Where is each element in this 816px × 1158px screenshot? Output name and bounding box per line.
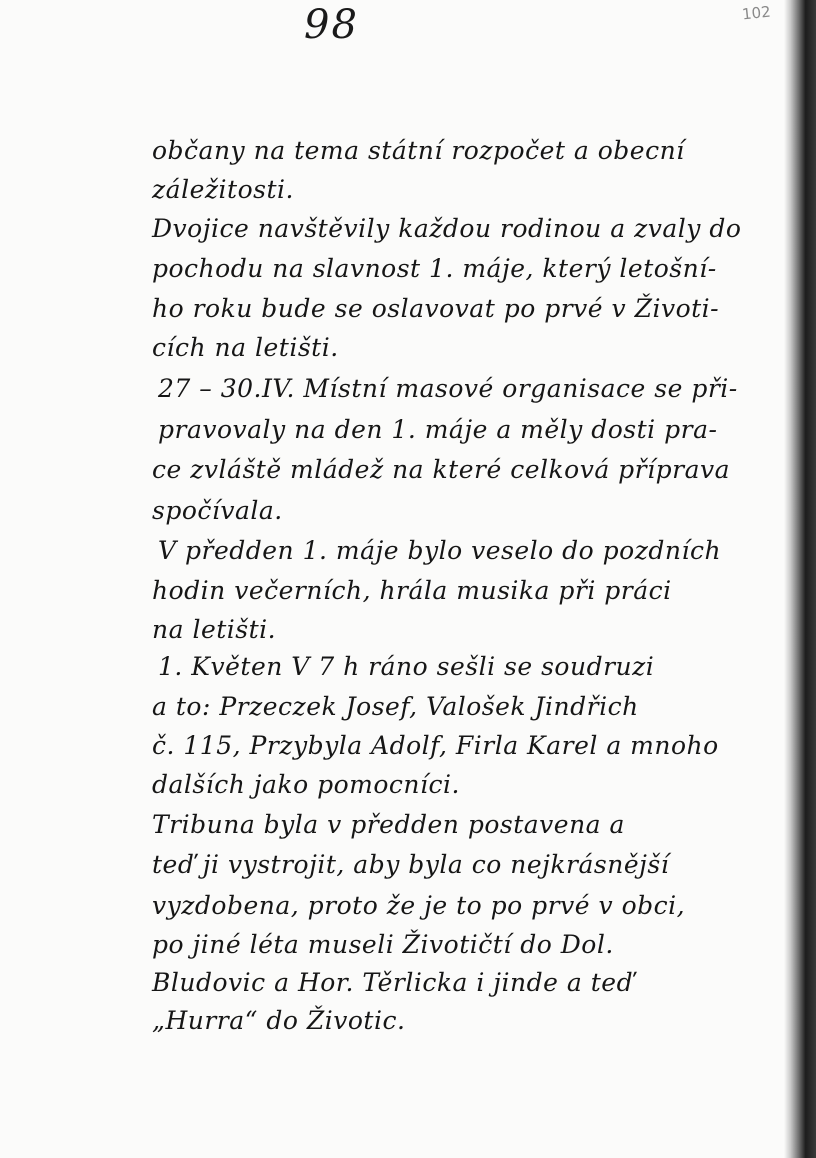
text-line: pochodu na slavnost 1. máje, který letošní- xyxy=(152,254,717,283)
text-line: na letišti. xyxy=(152,615,277,644)
text-line: ho roku bude se oslavovat po prvé v Životi- xyxy=(152,294,720,323)
text-line: Dvojice navštěvily každou rodinou a zvaly do xyxy=(152,214,742,243)
text-line: cích na letišti. xyxy=(152,333,339,362)
page-number: 98 xyxy=(304,2,359,48)
text-line: hodin večerních, hrála musika při práci xyxy=(152,576,672,605)
text-line: pravovaly na den 1. máje a měly dosti pra- xyxy=(158,415,718,444)
text-line: 27 – 30.IV. Místní masové organisace se při- xyxy=(158,374,738,403)
text-line: ce zvláště mládež na které celková příprava xyxy=(152,455,731,484)
text-line: záležitosti. xyxy=(152,175,294,204)
text-line: spočívala. xyxy=(152,496,283,525)
book-binding xyxy=(790,0,816,1158)
text-line: 1. Květen V 7 h ráno sešli se soudruzi xyxy=(158,652,655,681)
text-line: č. 115, Przybyla Adolf, Firla Karel a mnoho xyxy=(152,731,719,760)
text-line: V předden 1. máje bylo veselo do pozdních xyxy=(158,536,722,565)
text-line: „Hurra“ do Životic. xyxy=(152,1006,406,1035)
text-line: a to: Przeczek Josef, Valošek Jindřich xyxy=(152,692,639,721)
text-line: Bludovic a Hor. Těrlicka i jinde a teď xyxy=(152,968,634,997)
text-line: občany na tema státní rozpočet a obecní xyxy=(152,136,685,165)
text-line: dalších jako pomocníci. xyxy=(152,770,460,799)
text-line: Tribuna byla v předden postavena a xyxy=(152,810,625,839)
text-line: vyzdobena, proto že je to po prvé v obci, xyxy=(152,891,686,920)
text-line: teď ji vystrojit, aby byla co nejkrásnější xyxy=(152,850,670,879)
text-line: po jiné léta museli Životičtí do Dol. xyxy=(152,930,614,959)
archive-number: 102 xyxy=(741,2,772,24)
